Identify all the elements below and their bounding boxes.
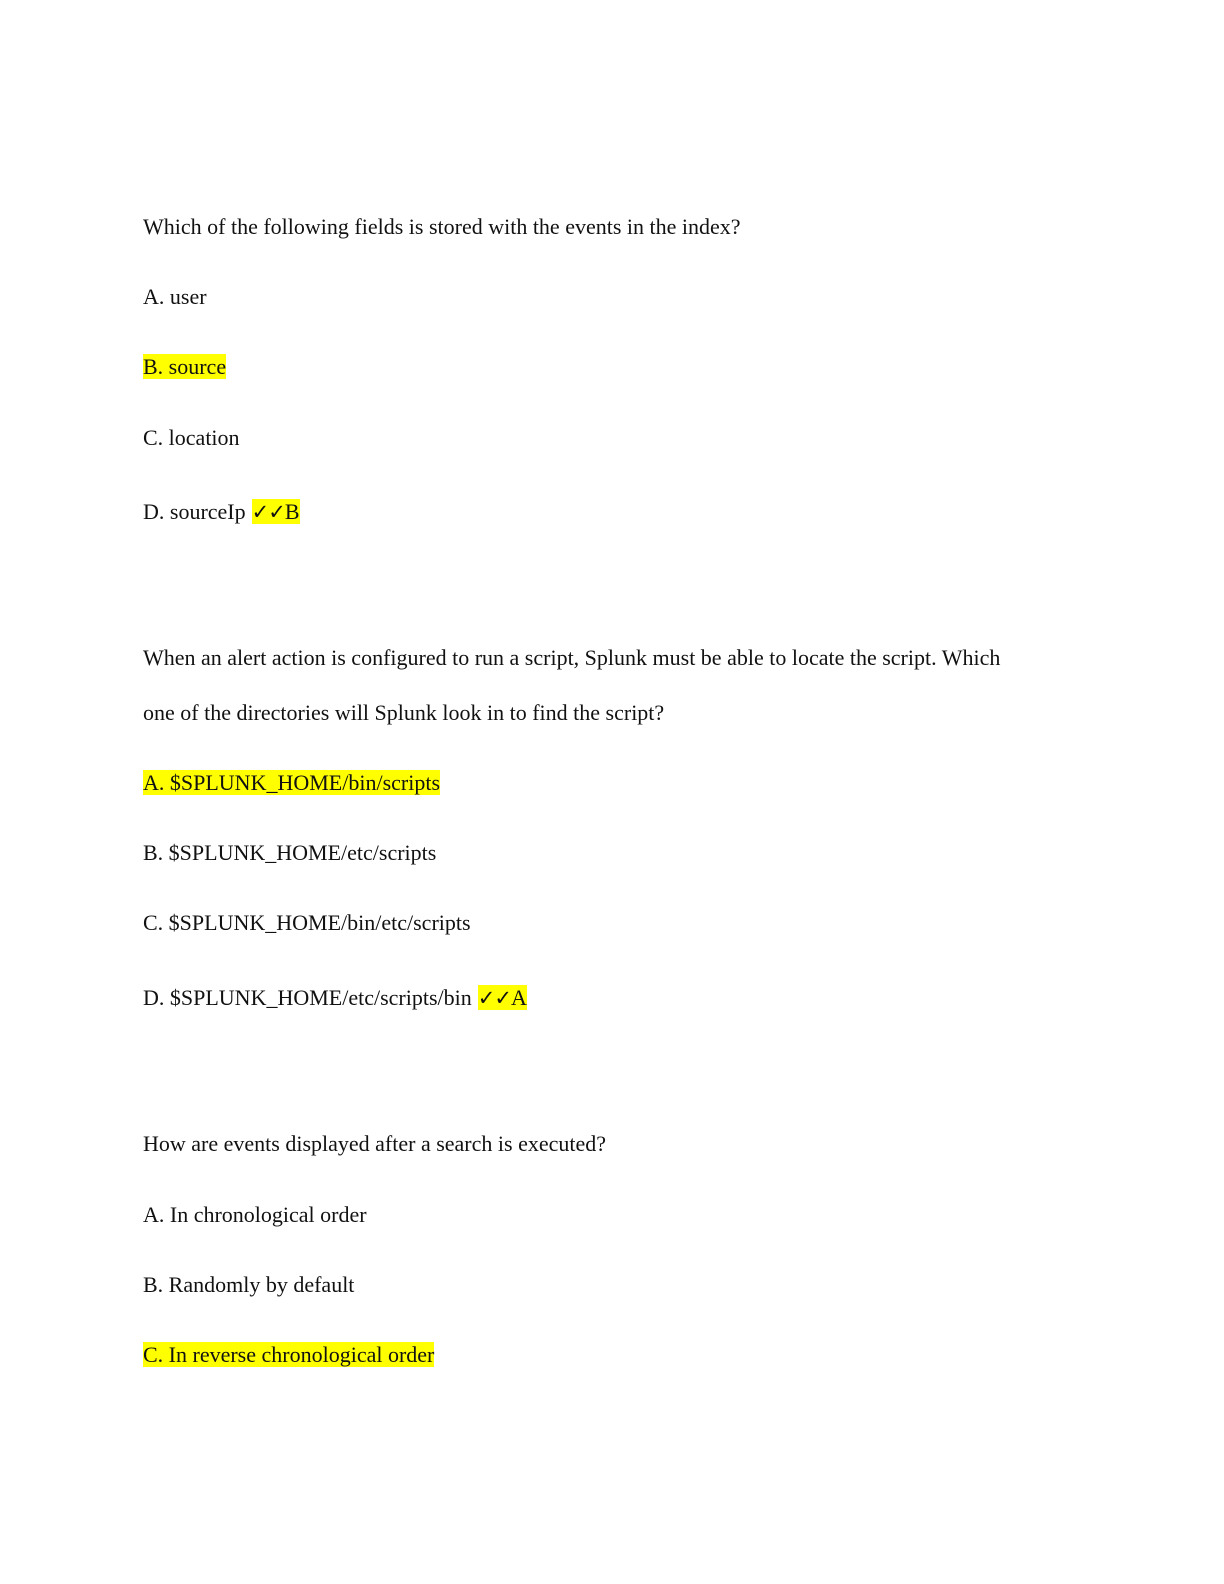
question-1-option-a: A. user (143, 284, 207, 309)
question-2-text-line-2: one of the directories will Splunk look in to find the script? (143, 700, 665, 725)
answer-letter: B (284, 499, 300, 524)
question-1-text: Which of the following fields is stored with the events in the index? (143, 214, 741, 239)
double-check-icon: ✓✓ (251, 500, 285, 524)
question-2-option-c: C. $SPLUNK_HOME/bin/etc/scripts (143, 910, 471, 935)
answer-key-mark (252, 499, 300, 524)
question-1-option-c: C. location (143, 425, 240, 450)
question-2-option-b: B. $SPLUNK_HOME/etc/scripts (143, 840, 437, 865)
question-3-option-a: A. In chronological order (143, 1202, 367, 1227)
question-3-option-b: B. Randomly by default (143, 1272, 355, 1297)
highlighted-answer: B. source (143, 354, 227, 379)
question-3-text: How are events displayed after a search is executed? (143, 1131, 606, 1156)
double-check-icon: ✓✓ (477, 986, 511, 1010)
highlighted-answer: A. $SPLUNK_HOME/bin/scripts (143, 770, 441, 795)
question-1-option-d: D. sourceIp ✓✓B (143, 499, 300, 524)
answer-letter: A (510, 985, 527, 1010)
answer-key-mark (478, 985, 527, 1010)
highlighted-answer: C. In reverse chronological order (143, 1342, 435, 1367)
question-2-option-d: D. $SPLUNK_HOME/etc/scripts/bin ✓✓A (143, 985, 527, 1010)
question-1-option-b (143, 353, 226, 381)
question-3-option-c (143, 1341, 434, 1369)
question-2-text-line-1: When an alert action is configured to run a script, Splunk must be able to locate the script. Which (143, 645, 1001, 670)
question-2-option-a (143, 769, 440, 797)
